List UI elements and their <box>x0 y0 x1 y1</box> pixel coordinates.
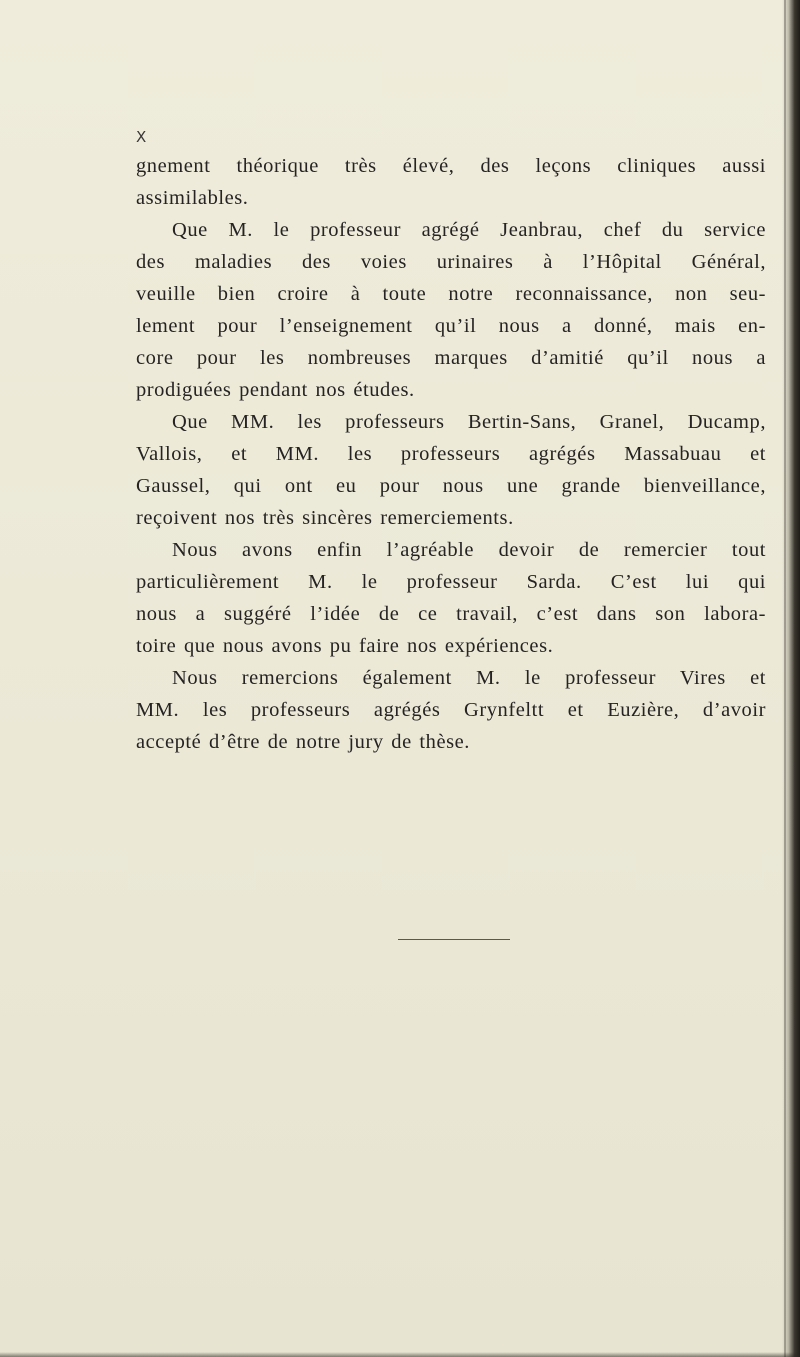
text-line: Que MM. les professeurs Bertin-Sans, Granel, Ducamp, <box>172 411 766 433</box>
text-line: Gaussel, qui ont eu pour nous une grande bienveillance, <box>136 475 766 497</box>
text-line: core pour les nombreuses marques d’amitié qu’il nous a <box>136 347 766 369</box>
section-separator-rule <box>398 939 510 940</box>
text-line: accepté d’être de notre jury de thèse. <box>136 731 470 753</box>
text-line: des maladies des voies urinaires à l’Hôpital Général, <box>136 251 766 273</box>
text-line: veuille bien croire à toute notre reconnaissance, non seu- <box>136 283 766 305</box>
scan-bottom-shadow <box>0 1352 800 1357</box>
text-line: Nous remercions également M. le professeur Vires et <box>172 667 766 689</box>
text-line: nous a suggéré l’idée de ce travail, c’est dans son labora- <box>136 603 766 625</box>
page-number: X <box>136 128 148 146</box>
text-line: particulièrement M. le professeur Sarda. C’est lui qui <box>136 571 766 593</box>
text-line: MM. les professeurs agrégés Grynfeltt et Euzière, d’avoir <box>136 699 766 721</box>
text-line: toire que nous avons pu faire nos expériences. <box>136 635 554 657</box>
scan-edge-line <box>784 0 786 1357</box>
text-line: lement pour l’enseignement qu’il nous a donné, mais en- <box>136 315 766 337</box>
text-line: Vallois, et MM. les professeurs agrégés Massabuau et <box>136 443 766 465</box>
text-line: Nous avons enfin l’agréable devoir de remercier tout <box>172 539 766 561</box>
text-line: gnement théorique très élevé, des leçons cliniques aussi <box>136 155 766 177</box>
text-line: assimilables. <box>136 187 249 209</box>
text-line: Que M. le professeur agrégé Jeanbrau, chef du service <box>172 219 766 241</box>
text-line: prodiguées pendant nos études. <box>136 379 415 401</box>
acknowledgements-text <box>136 150 766 758</box>
text-line: reçoivent nos très sincères remerciements. <box>136 507 514 529</box>
